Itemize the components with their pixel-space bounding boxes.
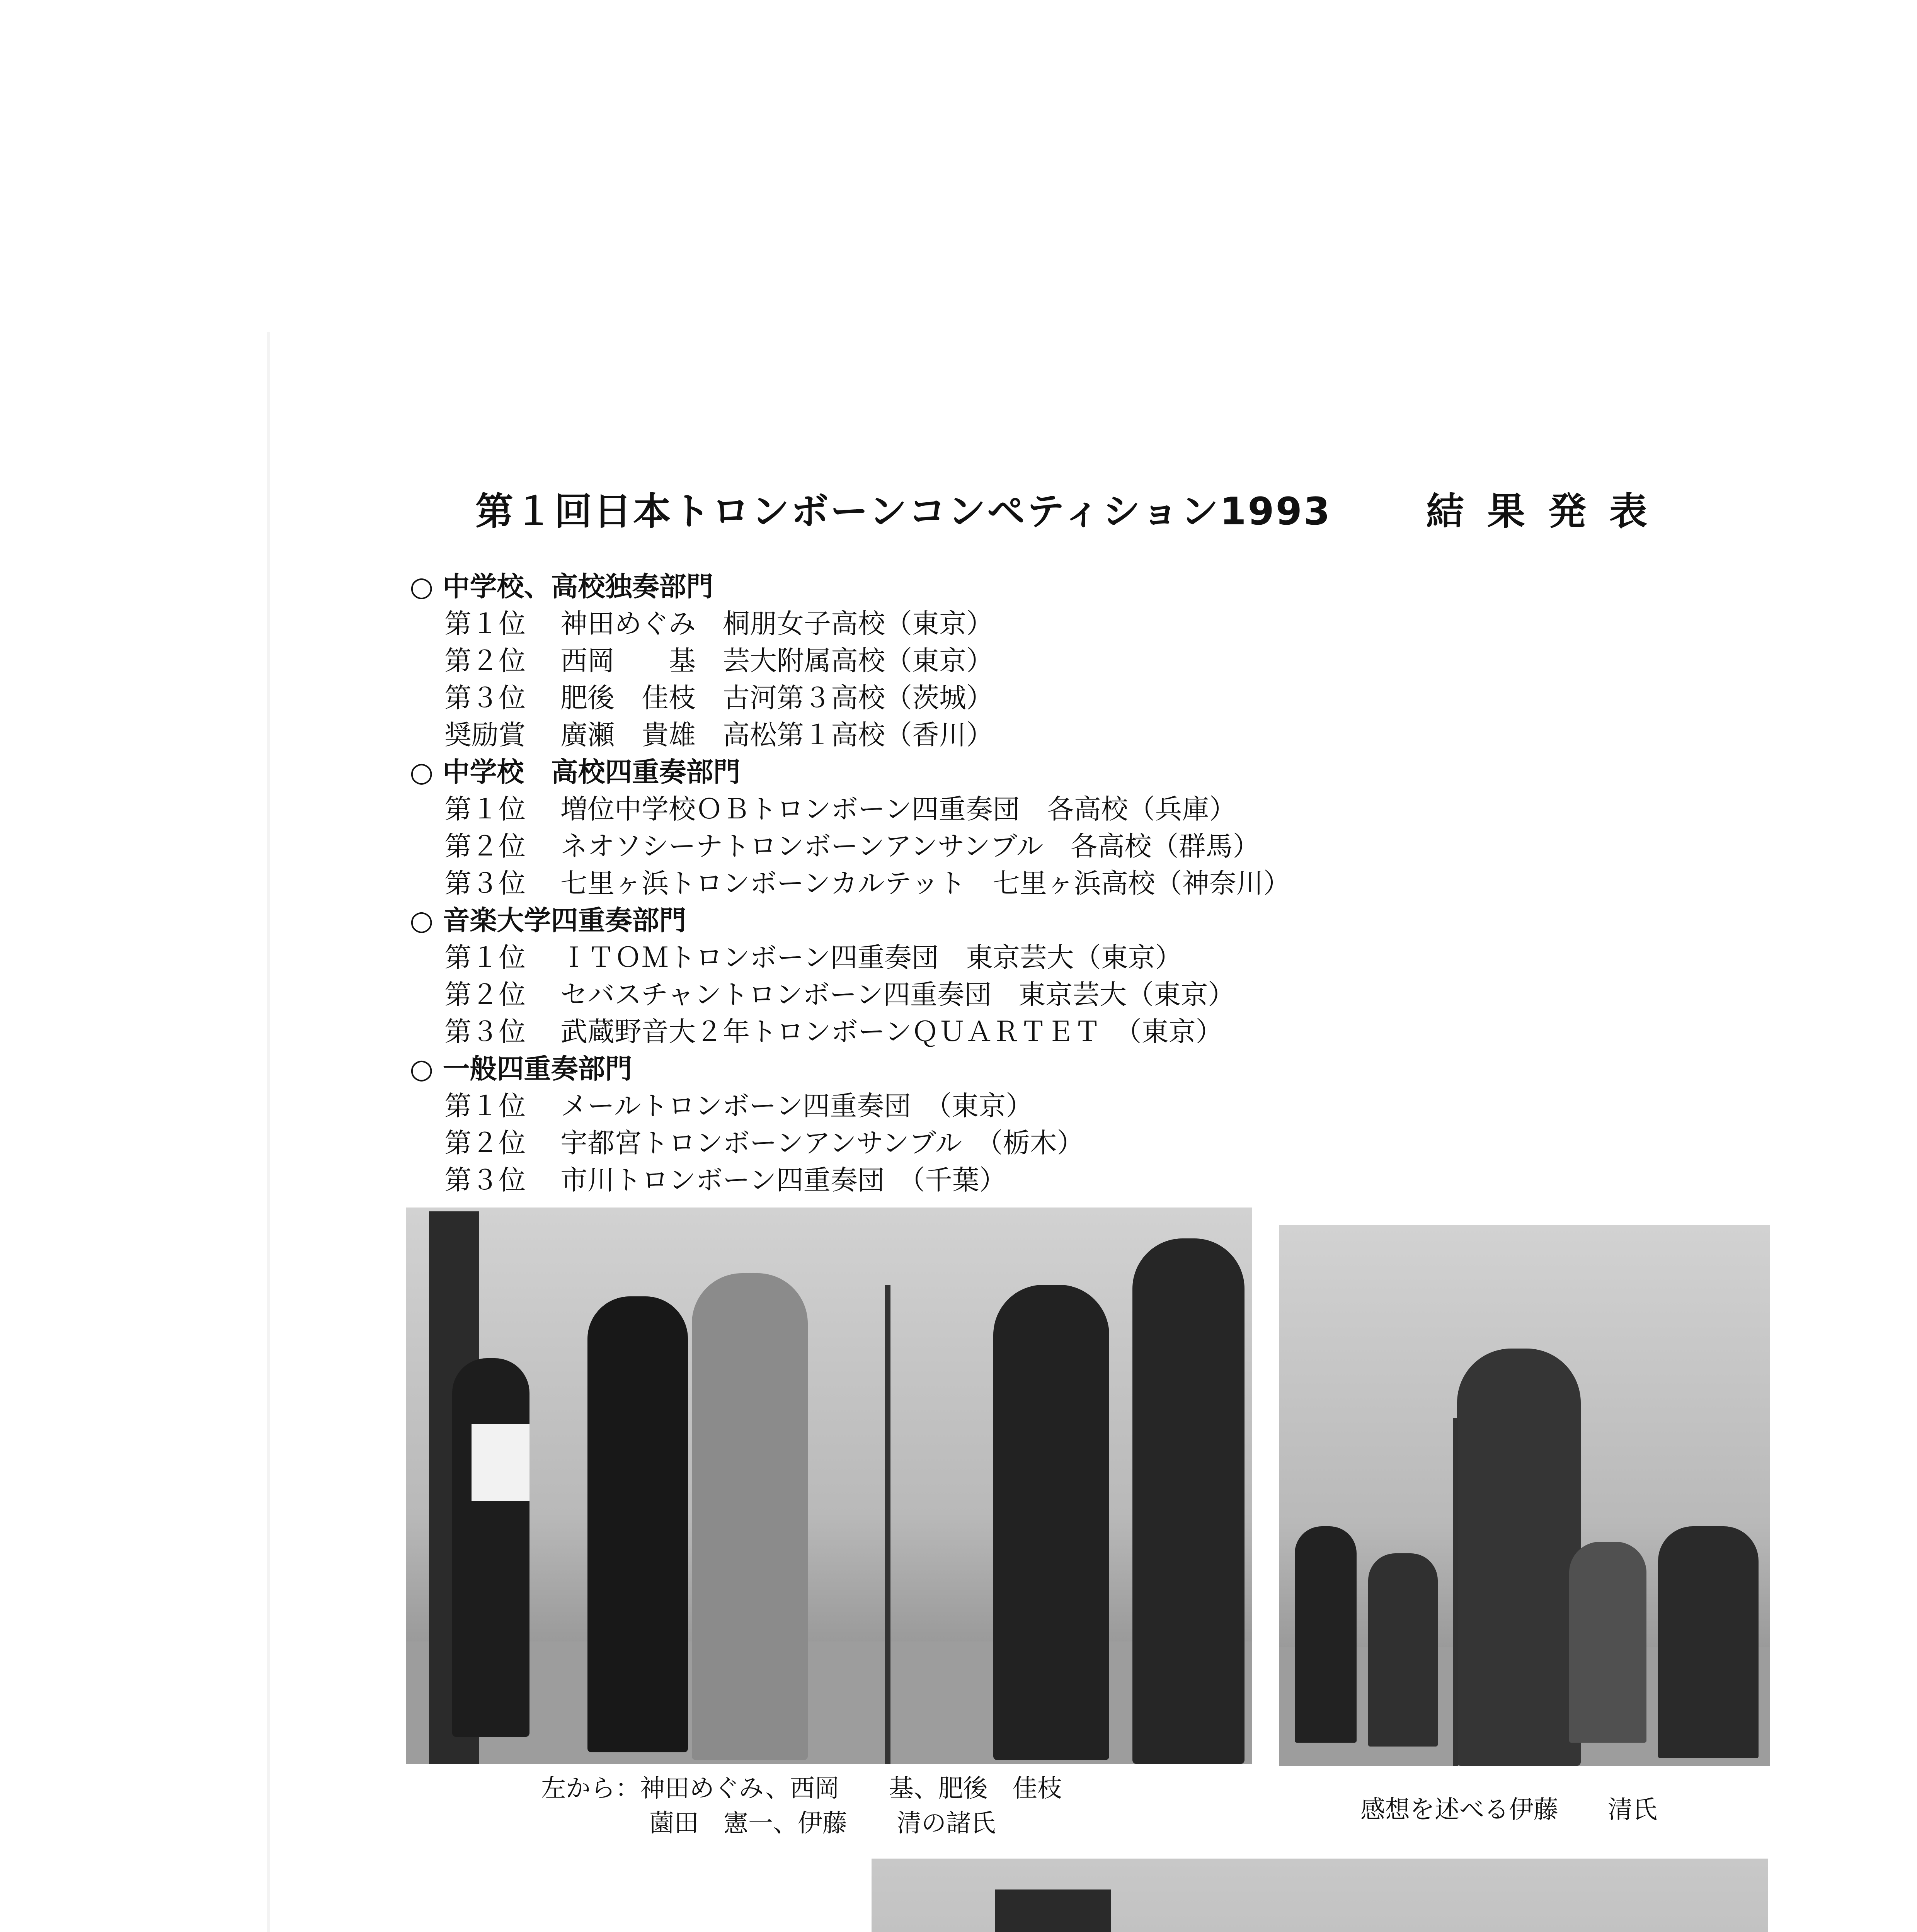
entry-text: ＩＴＯＭトロンボーン四重奏団 東京芸大（東京） [560, 942, 1182, 973]
rank-label: 第１位 [444, 1090, 526, 1122]
result-entry [410, 791, 1569, 828]
rank-label: 第３位 [444, 867, 526, 899]
result-entry [410, 865, 1569, 902]
certificate [472, 1424, 529, 1501]
result-entry [410, 939, 1569, 976]
rank-label: 第１位 [444, 793, 526, 825]
photo-caption: 感想を述べる伊藤 清氏 [1360, 1796, 1657, 1824]
person-figure [452, 1358, 529, 1737]
scan-edge [267, 332, 270, 1932]
rank-label: 第２位 [444, 1127, 526, 1159]
result-entry [410, 976, 1569, 1013]
entry-text: 市川トロンボーン四重奏団 （千葉） [560, 1164, 1006, 1196]
entry-text: メールトロンボーン四重奏団 （東京） [560, 1090, 1033, 1122]
result-entry [410, 716, 1569, 753]
person-figure [1457, 1349, 1581, 1766]
person-figure [1569, 1542, 1646, 1743]
title-result: 結果発表 [1426, 490, 1671, 534]
person-figure [587, 1296, 688, 1752]
result-entry [410, 605, 1569, 642]
person-figure [1132, 1238, 1245, 1764]
person-figure [692, 1273, 808, 1760]
entry-text: 神田めぐみ 桐朋女子高校（東京） [560, 608, 993, 639]
person-figure [1368, 1553, 1438, 1747]
photo-caption: 左から：神田めぐみ、西岡 基、肥後 佳枝 [541, 1774, 1062, 1803]
result-entry [410, 1013, 1569, 1050]
photo-speech [1279, 1225, 1770, 1766]
result-entry [410, 1124, 1569, 1162]
entry-text: 増位中学校ＯＢトロンボーン四重奏団 各高校（兵庫） [560, 793, 1236, 825]
result-entry [410, 828, 1569, 865]
category-heading: ○ 中学校 高校四重奏部門 [410, 756, 741, 788]
category-heading: ○ 一般四重奏部門 [410, 1053, 632, 1085]
microphone-stand [885, 1285, 890, 1764]
photo-award-ceremony [406, 1208, 1252, 1764]
title-main: 第１回日本トロンボーンコンペティション1993 [475, 490, 1331, 534]
person-figure [1295, 1526, 1357, 1743]
rank-label: 奨励賞 [444, 719, 526, 751]
entry-text: 西岡 基 芸大附属高校（東京） [560, 645, 993, 677]
entry-text: 肥後 佳枝 古河第３高校（茨城） [560, 682, 993, 714]
photo-floor [406, 1641, 1252, 1764]
entry-text: ネオソシーナトロンボーンアンサンブル 各高校（群馬） [560, 830, 1260, 862]
rank-label: 第２位 [444, 830, 526, 862]
rank-label: 第１位 [444, 608, 526, 639]
entry-text: セバスチャントロンボーン四重奏団 東京芸大（東京） [560, 979, 1235, 1010]
rank-label: 第１位 [444, 942, 526, 973]
category-heading: ○ 中学校、高校独奏部門 [410, 571, 713, 602]
entry-text: 宇都宮トロンボーンアンサンブル （栃木） [560, 1127, 1084, 1159]
doorway [995, 1889, 1111, 1932]
rank-label: 第３位 [444, 1016, 526, 1048]
result-entry [410, 1162, 1569, 1199]
microphone-stand [1453, 1418, 1458, 1766]
category-heading: ○ 音楽大学四重奏部門 [410, 905, 686, 936]
person-figure [993, 1285, 1109, 1760]
rank-label: 第２位 [444, 979, 526, 1010]
entry-text: 廣瀬 貴雄 高松第１高校（香川） [560, 719, 993, 751]
entry-text: 武蔵野音大２年トロンボーンＱＵＡＲＴＥＴ （東京） [560, 1016, 1223, 1048]
photo-caption: 薗田 憲一、伊藤 清の諸氏 [649, 1809, 996, 1838]
rank-label: 第２位 [444, 645, 526, 677]
result-entry [410, 679, 1569, 716]
rank-label: 第３位 [444, 682, 526, 714]
rank-label: 第３位 [444, 1164, 526, 1196]
results-list [410, 568, 1569, 1199]
person-figure [1658, 1526, 1759, 1758]
entry-text: 七里ヶ浜トロンボーンカルテット 七里ヶ浜高校（神奈川） [560, 867, 1290, 899]
page-title [475, 481, 1751, 534]
result-entry [410, 1087, 1569, 1124]
photo-judges [872, 1859, 1768, 1932]
result-entry [410, 642, 1569, 679]
